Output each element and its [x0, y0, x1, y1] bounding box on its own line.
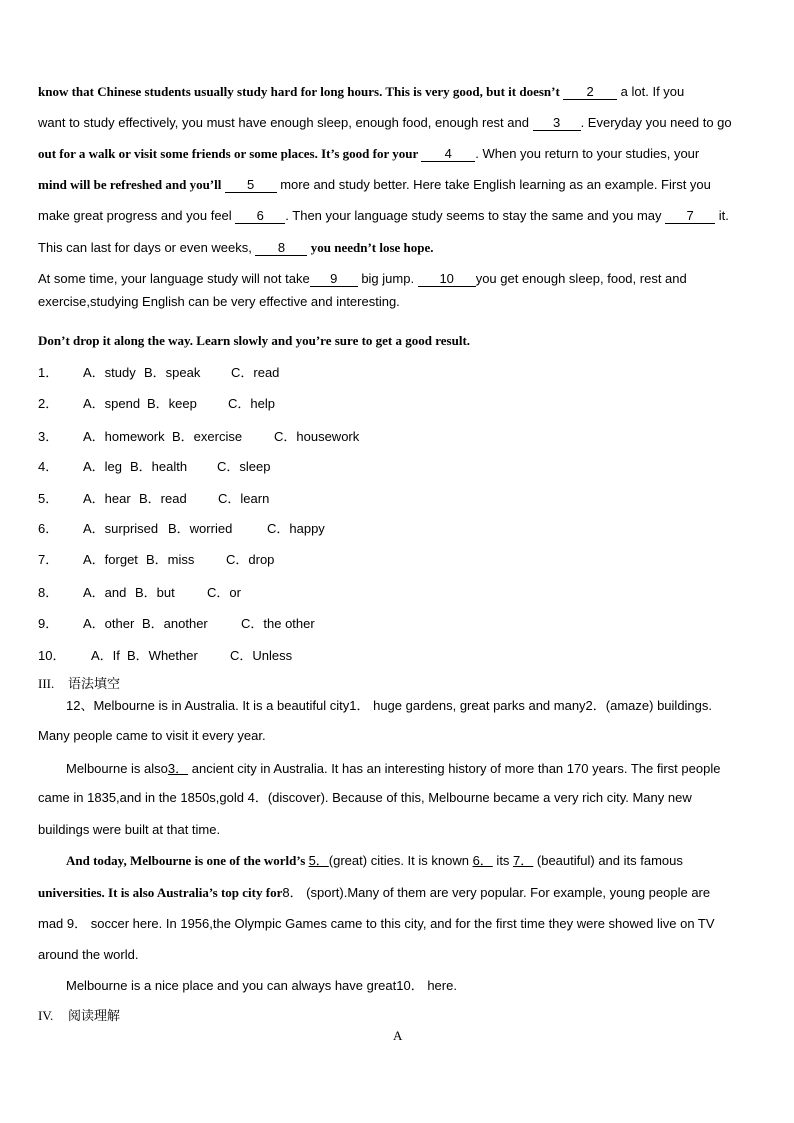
passage-line — [38, 271, 687, 287]
passage-line — [38, 208, 729, 224]
option-a: A．hear — [83, 491, 131, 506]
grammar-text: And today, Melbourne is one of the world’s — [66, 853, 309, 868]
option-c: C．sleep — [217, 459, 271, 474]
option-c: C．drop — [226, 552, 275, 567]
passage-text: At some time, your language study will not take — [38, 271, 310, 286]
grammar-text: (great) cities. It is known — [328, 853, 473, 868]
option-a: A．surprised — [83, 521, 159, 536]
grammar-line: 12、Melbourne is in Australia. It is a beautiful city1． huge gardens, great parks and many2．(amaze) buildings. — [66, 698, 713, 713]
passage-label: A — [393, 1028, 403, 1043]
passage-text: a lot. If you — [617, 84, 685, 99]
grammar-line — [38, 885, 710, 901]
option-c: C．read — [231, 365, 280, 380]
question-number: 2． — [38, 396, 59, 411]
option-b: B．exercise — [172, 429, 243, 444]
option-b: B．Whether — [127, 648, 198, 663]
passage-text: big jump. — [357, 271, 418, 286]
blank-7: 7 — [665, 209, 715, 224]
section-title: 语法填空 — [68, 676, 121, 691]
passage-text: . Everyday you need to go — [580, 115, 732, 130]
option-a: A．and — [83, 585, 127, 600]
section-number: IV. — [38, 1008, 54, 1023]
passage-text: mind will be refreshed and you’ll — [38, 177, 225, 192]
grammar-line: Melbourne is a nice place and you can always have great10． here. — [66, 978, 457, 993]
passage-text: you get enough sleep, food, rest and — [475, 271, 687, 286]
option-b: B．speak — [144, 365, 201, 380]
passage-text: know that Chinese students usually study hard for long hours. This is very good, but it doesn’t — [38, 84, 564, 99]
passage-text: . When you return to your studies, your — [475, 146, 700, 161]
passage-closing: Don’t drop it along the way. Learn slowly and you’re sure to get a good result. — [38, 333, 471, 348]
grammar-line: Many people came to visit it every year. — [38, 728, 266, 743]
passage-line: exercise,studying English can be very effective and interesting. — [38, 294, 400, 309]
question-number: 9． — [38, 616, 59, 631]
section-number: III. — [38, 676, 55, 691]
grammar-line — [66, 761, 720, 777]
question-number: 1． — [38, 365, 59, 380]
blank-5: 5 — [225, 178, 277, 193]
blank-9: 9 — [310, 272, 358, 287]
passage-text: . Then your language study seems to stay the same and you may — [285, 208, 666, 223]
option-c: C．Unless — [230, 648, 293, 663]
passage-text: want to study effectively, you must have enough sleep, enough food, enough rest and — [38, 115, 533, 130]
grammar-text: (beautiful) and its famous — [533, 853, 683, 868]
passage-text: out for a walk or visit some friends or some places. It’s good for your — [38, 146, 422, 161]
option-c: C．the other — [241, 616, 315, 631]
passage-line — [38, 115, 732, 131]
question-number: 7． — [38, 552, 59, 567]
grammar-line: around the world. — [38, 947, 139, 962]
option-a: A．If — [91, 648, 120, 663]
option-a: A．leg — [83, 459, 123, 474]
blank-g3: 3． — [167, 761, 189, 776]
question-number: 5． — [38, 491, 59, 506]
blank-g5: 5． — [308, 853, 329, 868]
section-heading-3 — [38, 673, 120, 692]
option-a: A．study — [83, 365, 136, 380]
option-b: B．health — [130, 459, 188, 474]
option-a: A．homework — [83, 429, 165, 444]
grammar-text: ancient city in Australia. It has an interesting history of more than 170 years. The first people — [188, 761, 721, 776]
blank-10: 10 — [418, 272, 476, 287]
grammar-text: Melbourne is also — [66, 761, 168, 776]
blank-4: 4 — [421, 147, 475, 162]
grammar-line — [66, 853, 683, 869]
option-b: B．keep — [147, 396, 197, 411]
passage-text: it. — [715, 208, 729, 223]
blank-6: 6 — [235, 209, 285, 224]
section-heading-4 — [38, 1005, 120, 1024]
passage-text: you needn’t lose hope. — [307, 240, 434, 255]
passage-line — [38, 146, 699, 162]
option-c: C．housework — [274, 429, 360, 444]
passage-line — [38, 84, 684, 100]
question-number: 8． — [38, 585, 59, 600]
option-c: C．happy — [267, 521, 325, 536]
option-b: B．read — [139, 491, 187, 506]
passage-line — [38, 240, 434, 256]
option-c: C．learn — [218, 491, 270, 506]
option-a: A．other — [83, 616, 135, 631]
blank-g6: 6． — [472, 853, 493, 868]
blank-2: 2 — [563, 85, 617, 100]
blank-g7: 7． — [513, 853, 534, 868]
blank-3: 3 — [533, 116, 581, 131]
passage-text: more and study better. Here take English learning as an example. First you — [276, 177, 711, 192]
option-b: B．worried — [168, 521, 233, 536]
passage-text: make great progress and you feel — [38, 208, 236, 223]
question-number: 4． — [38, 459, 59, 474]
grammar-text: universities. It is also Australia’s top city for — [38, 885, 283, 900]
blank-8: 8 — [255, 241, 307, 256]
grammar-line: mad 9． soccer here. In 1956,the Olympic Games came to this city, and for the first time they were showed live on TV — [38, 916, 715, 931]
question-number: 3． — [38, 429, 59, 444]
option-a: A．forget — [83, 552, 138, 567]
option-b: B．another — [142, 616, 208, 631]
option-c: C．help — [228, 396, 275, 411]
grammar-line: came in 1835,and in the 1850s,gold 4．(discover). Because of this, Melbourne became a very rich city. Many new — [38, 790, 692, 805]
option-a: A．spend — [83, 396, 141, 411]
passage-text: This can last for days or even weeks, — [38, 240, 256, 255]
grammar-text: 8． (sport).Many of them are very popular. For example, young people are — [282, 885, 711, 900]
option-b: B．but — [135, 585, 175, 600]
question-number: 10． — [38, 648, 66, 663]
question-number: 6． — [38, 521, 59, 536]
option-b: B．miss — [146, 552, 195, 567]
option-c: C．or — [207, 585, 241, 600]
grammar-text: its — [492, 853, 514, 868]
grammar-line: buildings were built at that time. — [38, 822, 221, 837]
section-title: 阅读理解 — [68, 1008, 121, 1023]
passage-line — [38, 177, 711, 193]
